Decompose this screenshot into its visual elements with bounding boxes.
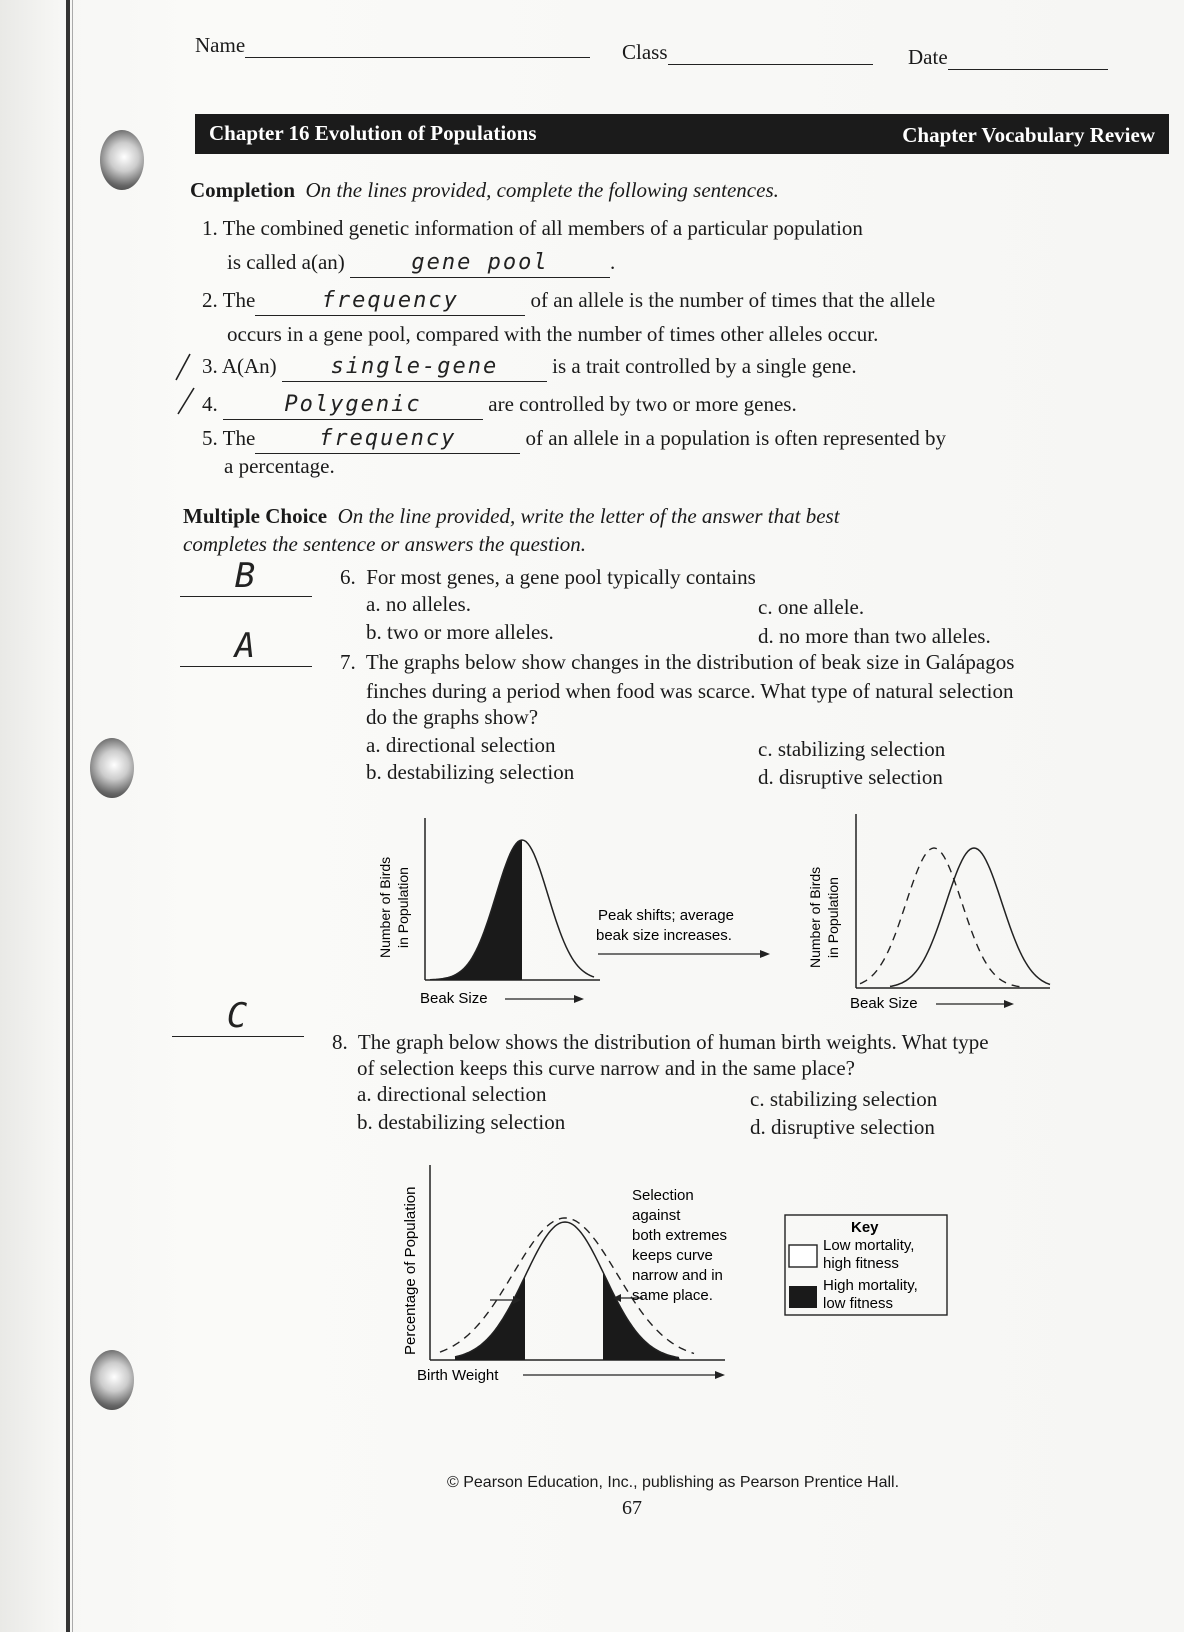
completion-label: Completion (190, 178, 295, 202)
q7-text-c: do the graphs show? (366, 705, 539, 729)
bw-annotation-line2: against (632, 1207, 681, 1224)
name-label: Name (195, 33, 246, 57)
q3-text-b: is a trait controlled by a single gene. (552, 354, 857, 378)
q7-option-b[interactable]: b. destabilizing selection (366, 760, 575, 784)
question-6 (340, 563, 756, 591)
mc-label: Multiple Choice (183, 504, 328, 528)
q1-number: 1. (202, 216, 218, 240)
q6-answer-blank[interactable] (180, 556, 312, 597)
q1-end: . (610, 250, 616, 274)
q8-text-b: of selection keeps this curve narrow and in the same place? (357, 1056, 855, 1080)
mc-heading (183, 502, 840, 530)
q7-option-d[interactable]: d. disruptive selection (758, 765, 943, 789)
question-4 (202, 390, 797, 420)
q1-answer: gene pool (411, 250, 549, 275)
beak1-xlabel: Beak Size (420, 990, 488, 1007)
q5-number: 5. (202, 426, 218, 450)
q2-text-a: The (222, 288, 256, 312)
punch-hole-1 (100, 130, 144, 190)
bw-right-tail-shaded (603, 1272, 680, 1360)
bw-annotation-line5: narrow and in (632, 1267, 723, 1284)
question-5-line2 (224, 452, 335, 480)
transition-text-b: beak size increases. (596, 927, 732, 944)
chapter-banner (195, 114, 1169, 154)
birth-weight-chart (395, 1160, 965, 1390)
q6-option-d[interactable]: d. no more than two alleles. (758, 624, 991, 648)
beak-chart-after (807, 814, 1050, 1012)
chapter-title: Chapter 16 Evolution of Populations (209, 121, 537, 145)
key-low-swatch (789, 1245, 817, 1267)
q1-answer-blank[interactable] (350, 248, 610, 278)
q3-answer: single-gene (330, 354, 499, 379)
key-high-a: High mortality, (823, 1277, 918, 1294)
page-number: 67 (622, 1497, 642, 1519)
q8-number: 8. (332, 1030, 348, 1054)
bw-left-tail-shaded (455, 1276, 525, 1360)
q6-text: For most genes, a gene pool typically contains (366, 565, 756, 589)
beak2-xlabel: Beak Size (850, 995, 918, 1012)
beak1-ylabel-a: Number of Birds (377, 856, 393, 958)
q2-text-b: of an allele is the number of times that the allele (530, 288, 936, 312)
mc-instructions-b: completes the sentence or answers the question. (183, 532, 586, 556)
q7-text-b: finches during a period when food was scarce. What type of natural selection (366, 679, 1014, 703)
transition-text-a: Peak shifts; average (598, 907, 734, 924)
class-field[interactable] (622, 40, 873, 65)
beak1-ylabel-b: in Population (395, 867, 411, 948)
q8-option-d[interactable]: d. disruptive selection (750, 1115, 935, 1139)
q4-number: 4. (202, 392, 218, 416)
name-field[interactable] (195, 33, 590, 58)
beak-chart-before (377, 818, 600, 1007)
q5-answer: frequency (319, 426, 457, 451)
completion-heading (190, 176, 779, 204)
key-low-a: Low mortality, (823, 1237, 915, 1254)
q2-text-c: occurs in a gene pool, compared with the number of times other alleles occur. (227, 322, 879, 346)
q2-answer: frequency (321, 288, 459, 313)
q6-option-a[interactable]: a. no alleles. (366, 592, 471, 616)
q8-option-b[interactable]: b. destabilizing selection (357, 1110, 566, 1134)
question-8 (332, 1028, 989, 1056)
bw-annotation-line6: same place. (632, 1287, 713, 1304)
q8-answer-blank[interactable] (172, 996, 304, 1037)
bw-annotation (632, 1187, 727, 1304)
q8-text-a: The graph below shows the distribution of human birth weights. What type (357, 1030, 989, 1054)
beak-transition (596, 907, 770, 958)
question-5 (202, 424, 946, 454)
punch-hole-2 (90, 738, 134, 798)
completion-instructions: On the lines provided, complete the following sentences. (305, 178, 779, 202)
key-low-b: high fitness (823, 1255, 899, 1272)
q1-text-a: The combined genetic information of all members of a particular population (222, 216, 863, 240)
beak-size-charts (370, 808, 1060, 1018)
q7-text-a: The graphs below show changes in the distribution of beak size in Galápagos (365, 650, 1015, 674)
beak2-ylabel-a: Number of Birds (807, 866, 823, 968)
q2-answer-blank[interactable] (255, 286, 525, 316)
date-label: Date (908, 45, 948, 69)
q6-option-c[interactable]: c. one allele. (758, 595, 865, 619)
bw-ylabel: Percentage of Population (402, 1186, 419, 1355)
q5-answer-blank[interactable] (255, 424, 520, 454)
beak2-ylabel-b: in Population (825, 877, 841, 958)
q5-text-a: The (222, 426, 256, 450)
q2-number: 2. (202, 288, 218, 312)
q4-text-b: are controlled by two or more genes. (488, 392, 797, 416)
q8-answer: C (226, 996, 250, 1036)
beak2-shifted-curve (890, 848, 1050, 986)
q7-option-c[interactable]: c. stabilizing selection (758, 737, 946, 761)
q7-number: 7. (340, 650, 356, 674)
bw-xlabel: Birth Weight (417, 1367, 499, 1384)
q5-text-c: a percentage. (224, 454, 335, 478)
q5-text-b: of an allele in a population is often represented by (525, 426, 946, 450)
punch-hole-3 (90, 1350, 134, 1410)
question-3 (202, 352, 857, 382)
q1-text-b: is called a(an) (227, 250, 345, 274)
beak1-shaded-half (430, 840, 522, 980)
bw-annotation-line3: both extremes (632, 1227, 728, 1244)
q6-number: 6. (340, 565, 356, 589)
check-marks-icon (172, 350, 212, 420)
q4-answer-blank[interactable] (223, 390, 483, 420)
bw-annotation-line4: keeps curve (632, 1247, 713, 1264)
key-title: Key (851, 1219, 879, 1236)
question-1-line2 (227, 248, 615, 278)
q3-number: 3. (202, 354, 218, 378)
q3-answer-blank[interactable] (282, 352, 547, 382)
mc-instructions-a: On the line provided, write the letter of the answer that best (337, 504, 840, 528)
date-field[interactable] (908, 45, 1108, 70)
question-2 (202, 286, 935, 316)
q3-text-a: A(An) (221, 354, 277, 378)
bw-key (785, 1215, 947, 1315)
q6-answer: B (234, 556, 258, 596)
class-label: Class (622, 40, 668, 64)
binding-edge (66, 0, 70, 1632)
beak2-original-curve (860, 848, 1020, 987)
q8-option-a[interactable]: a. directional selection (357, 1082, 547, 1106)
bw-annotation-line1: Selection (632, 1187, 694, 1204)
copyright: © Pearson Education, Inc., publishing as Pearson Prentice Hall. (447, 1474, 900, 1491)
q6-option-b[interactable]: b. two or more alleles. (366, 620, 554, 644)
q7-answer-blank[interactable] (180, 626, 312, 667)
q7-answer: A (234, 626, 258, 666)
question-7 (340, 648, 1014, 676)
key-high-swatch (789, 1286, 817, 1308)
question-1 (202, 214, 863, 242)
q4-answer: Polygenic (284, 392, 422, 417)
q7-option-a[interactable]: a. directional selection (366, 733, 556, 757)
question-2-line2 (227, 320, 878, 348)
section-title: Chapter Vocabulary Review (902, 123, 1155, 147)
key-high-b: low fitness (823, 1295, 894, 1312)
binding-edge-shadow (72, 0, 73, 1632)
q8-option-c[interactable]: c. stabilizing selection (750, 1087, 938, 1111)
